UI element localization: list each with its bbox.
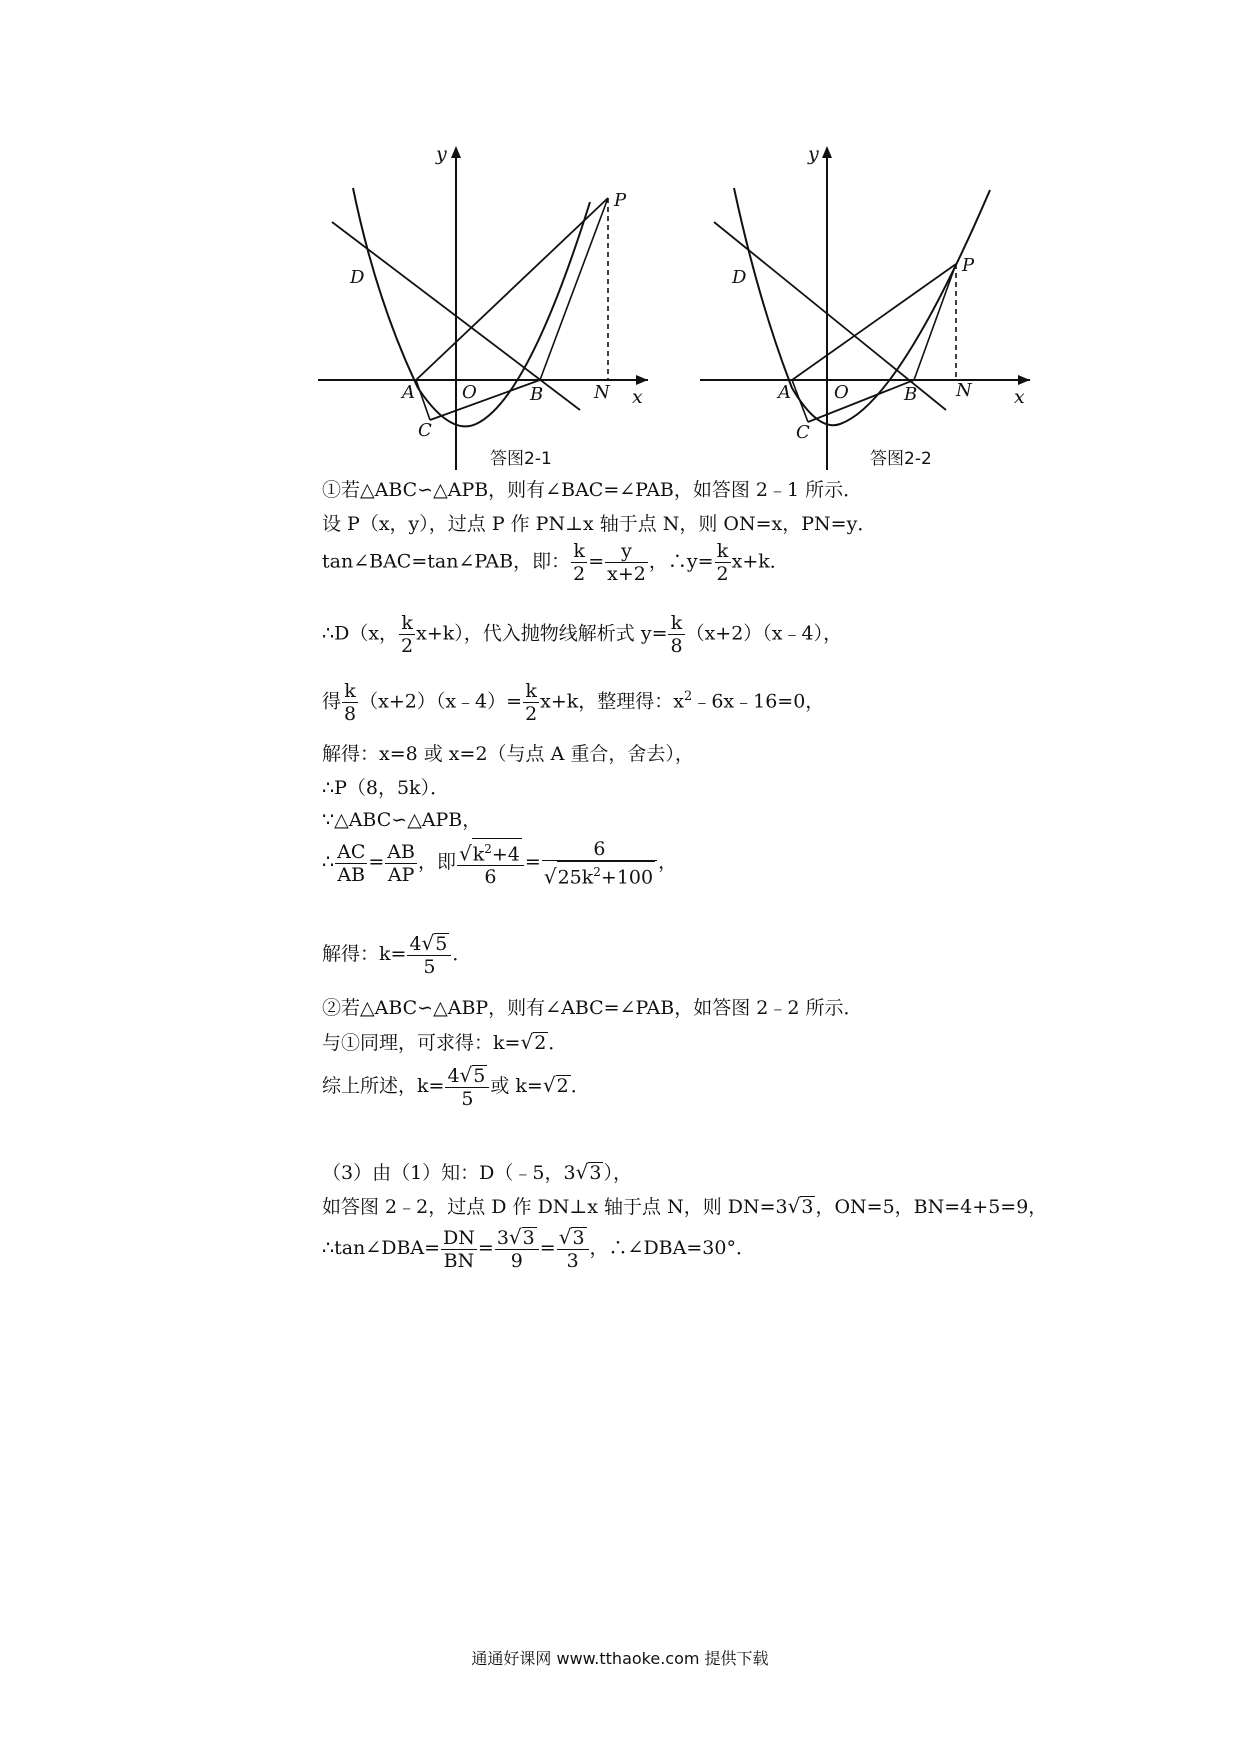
text: = bbox=[477, 1237, 494, 1259]
numerator: k bbox=[523, 680, 539, 703]
text: ，∴y= bbox=[648, 550, 714, 573]
text: 或 k= bbox=[490, 1075, 543, 1097]
text: ，∴∠DBA=30°． bbox=[589, 1237, 755, 1259]
line-16 bbox=[322, 1226, 755, 1272]
text: ，即 bbox=[417, 851, 456, 874]
coefficient: 4 bbox=[447, 1065, 460, 1087]
line-7: ∴P（8，5k）． bbox=[322, 777, 450, 799]
text: = bbox=[368, 851, 385, 874]
figure-2-1-svg bbox=[318, 140, 658, 470]
superscript: 2 bbox=[484, 842, 492, 856]
radicand: 3 bbox=[522, 1227, 535, 1249]
radical-sign: √ bbox=[543, 864, 557, 889]
line-ap bbox=[416, 198, 608, 380]
fraction bbox=[571, 540, 587, 585]
radicand: 2 bbox=[534, 1032, 547, 1054]
text: ﹣6x﹣16=0， bbox=[692, 690, 825, 713]
text: = bbox=[539, 1237, 556, 1259]
point-n-label: N bbox=[594, 382, 610, 403]
text: x+k，整理得：x bbox=[540, 690, 685, 713]
text: x+k． bbox=[731, 550, 789, 573]
numerator: k bbox=[342, 680, 358, 703]
line-15 bbox=[322, 1194, 1047, 1219]
numerator bbox=[557, 1226, 589, 1250]
radicand-tail: +4 bbox=[491, 843, 520, 866]
fraction bbox=[495, 1226, 539, 1272]
point-a-label: A bbox=[402, 382, 415, 403]
radicand-tail: +100 bbox=[600, 866, 654, 889]
line-1: ①若△ABC∽△APB，则有∠BAC=∠PAB，如答图 2﹣1 所示． bbox=[322, 479, 863, 501]
numerator: k bbox=[571, 540, 587, 563]
fraction bbox=[542, 838, 657, 888]
text: ． bbox=[570, 1075, 590, 1097]
line-6: 解得：x=8 或 x=2（与点 A 重合，舍去）， bbox=[322, 743, 694, 765]
superscript: 2 bbox=[684, 689, 693, 705]
text: （3）由（1）知：D（﹣5，3 bbox=[322, 1162, 576, 1184]
point-c-label: C bbox=[418, 420, 432, 441]
radical-sign: √ bbox=[458, 841, 472, 866]
denominator: 6 bbox=[484, 866, 497, 889]
radical-sign: √ bbox=[508, 1225, 522, 1249]
figure-2-1-caption: 答图2-1 bbox=[490, 449, 552, 469]
numerator: k bbox=[399, 612, 415, 635]
x-axis-label: x bbox=[1014, 386, 1025, 408]
denominator: 8 bbox=[670, 635, 683, 657]
line-10 bbox=[322, 932, 471, 978]
radicand: 3 bbox=[572, 1227, 585, 1249]
point-p-label: P bbox=[614, 190, 627, 211]
radical-sign: √ bbox=[459, 1063, 473, 1087]
text: 如答图 2﹣2，过点 D 作 DN⊥x 轴于点 N，则 DN=3 bbox=[322, 1196, 788, 1218]
figure-2-2-caption: 答图2-2 bbox=[870, 449, 932, 469]
radical-sign: √ bbox=[542, 1073, 556, 1097]
footer: 通通好课网 www.tthaoke.com 提供下载 bbox=[471, 1649, 769, 1668]
radical-sign: √ bbox=[787, 1194, 801, 1218]
point-p-label: P bbox=[962, 255, 975, 276]
denominator: 2 bbox=[573, 563, 586, 585]
radicand bbox=[557, 861, 656, 887]
numerator bbox=[445, 1064, 489, 1088]
radicand bbox=[472, 838, 522, 864]
y-axis-label: y bbox=[808, 143, 819, 165]
numerator: k bbox=[668, 612, 684, 635]
text: = bbox=[524, 851, 541, 874]
denominator: 2 bbox=[716, 563, 729, 585]
denominator: AP bbox=[387, 863, 415, 886]
figure-2-1 bbox=[318, 140, 658, 470]
text: ∴D（x， bbox=[322, 622, 399, 645]
fraction bbox=[441, 1227, 477, 1272]
fraction bbox=[407, 932, 451, 978]
fraction bbox=[335, 841, 367, 886]
denominator: 9 bbox=[510, 1250, 523, 1272]
text: 与①同理，可求得：k= bbox=[322, 1032, 521, 1054]
text: = bbox=[588, 550, 605, 573]
y-axis-arrow bbox=[822, 146, 832, 158]
radical-sign: √ bbox=[558, 1225, 572, 1249]
text: ）， bbox=[603, 1162, 632, 1184]
denominator: 8 bbox=[344, 703, 357, 725]
line-ac bbox=[792, 380, 808, 422]
line-ap bbox=[792, 264, 956, 380]
figure-2-2-svg bbox=[700, 140, 1040, 470]
fraction bbox=[605, 540, 648, 585]
text: ， bbox=[658, 851, 678, 874]
fraction bbox=[445, 1064, 489, 1110]
text: 解得：k= bbox=[322, 943, 407, 965]
point-n-label: N bbox=[956, 380, 972, 401]
numerator: y bbox=[605, 540, 648, 563]
radicand: 3 bbox=[801, 1196, 814, 1218]
text: 综上所述，k= bbox=[322, 1075, 445, 1097]
parabola bbox=[734, 188, 990, 425]
point-a-label: A bbox=[778, 382, 791, 403]
coefficient: 4 bbox=[409, 933, 422, 955]
x-axis-arrow bbox=[1018, 375, 1030, 385]
fraction bbox=[399, 612, 415, 657]
text: 得 bbox=[322, 690, 342, 713]
line-5 bbox=[322, 680, 824, 725]
numerator: AB bbox=[387, 840, 415, 863]
point-c-label: C bbox=[796, 422, 810, 443]
line-14 bbox=[322, 1160, 632, 1185]
line-9 bbox=[322, 838, 677, 888]
line-bp bbox=[540, 198, 608, 380]
point-o-label: O bbox=[834, 382, 849, 403]
line-cb bbox=[808, 380, 914, 422]
text: （x+2）（x﹣4）， bbox=[685, 622, 843, 645]
text: ． bbox=[548, 1032, 568, 1054]
radical-sign: √ bbox=[520, 1030, 534, 1054]
denominator: 2 bbox=[401, 635, 414, 657]
point-d-label: D bbox=[350, 267, 365, 288]
text: x+k），代入抛物线解析式 y= bbox=[416, 622, 668, 645]
line-2: 设 P（x，y），过点 P 作 PN⊥x 轴于点 N，则 ON=x，PN=y． bbox=[322, 513, 877, 535]
radicand: 2 bbox=[556, 1075, 569, 1097]
fraction bbox=[457, 838, 524, 888]
radical-sign: √ bbox=[575, 1160, 589, 1184]
superscript: 2 bbox=[593, 865, 601, 879]
fraction bbox=[557, 1226, 589, 1272]
fraction bbox=[385, 841, 417, 886]
fraction bbox=[523, 680, 539, 725]
point-d-label: D bbox=[732, 267, 747, 288]
y-axis-label: y bbox=[436, 143, 447, 165]
radicand: 5 bbox=[473, 1065, 486, 1087]
fraction bbox=[668, 612, 684, 657]
denominator: AB bbox=[337, 863, 366, 886]
line-12 bbox=[322, 1030, 567, 1055]
text: tan∠BAC=tan∠PAB，即： bbox=[322, 550, 571, 573]
line-3 bbox=[322, 540, 789, 585]
fraction bbox=[715, 540, 731, 585]
coefficient: 3 bbox=[496, 1227, 509, 1249]
numerator: k bbox=[715, 540, 731, 563]
radicand: 5 bbox=[435, 933, 448, 955]
point-o-label: O bbox=[462, 382, 477, 403]
numerator bbox=[407, 932, 451, 956]
radicand-text: 25k bbox=[557, 866, 594, 889]
x-axis-arrow bbox=[636, 375, 648, 385]
text: ∴ bbox=[322, 851, 335, 874]
denominator bbox=[542, 861, 657, 888]
fraction bbox=[342, 680, 358, 725]
denominator: x+2 bbox=[607, 563, 646, 585]
point-b-label: B bbox=[530, 384, 544, 405]
radicand-text: k bbox=[472, 843, 485, 866]
x-axis-label: x bbox=[632, 386, 643, 408]
line-8: ∵△ABC∽△APB， bbox=[322, 809, 482, 831]
denominator: 2 bbox=[525, 703, 538, 725]
figure-2-2 bbox=[700, 140, 1040, 470]
text: ． bbox=[452, 943, 472, 965]
line-bp bbox=[914, 264, 956, 380]
denominator: 5 bbox=[461, 1088, 474, 1110]
radicand: 3 bbox=[589, 1162, 602, 1184]
text: （x+2）（x﹣4）= bbox=[359, 690, 523, 713]
numerator: DN bbox=[443, 1226, 475, 1249]
line-11: ②若△ABC∽△ABP，则有∠ABC=∠PAB，如答图 2﹣2 所示． bbox=[322, 997, 863, 1019]
numerator bbox=[495, 1226, 539, 1250]
radical-sign: √ bbox=[421, 931, 435, 955]
line-4 bbox=[322, 612, 842, 657]
point-b-label: B bbox=[904, 384, 918, 405]
y-axis-arrow bbox=[451, 146, 461, 158]
denominator: BN bbox=[443, 1249, 475, 1272]
line-cb bbox=[430, 380, 540, 420]
denominator: 3 bbox=[566, 1250, 579, 1272]
text: ，ON=5，BN=4+5=9， bbox=[815, 1196, 1048, 1218]
numerator bbox=[457, 838, 524, 866]
text: ∴tan∠DBA= bbox=[322, 1237, 441, 1259]
line-13 bbox=[322, 1064, 590, 1110]
denominator: 5 bbox=[423, 956, 436, 978]
numerator: 6 bbox=[542, 838, 657, 861]
numerator: AC bbox=[337, 840, 366, 863]
